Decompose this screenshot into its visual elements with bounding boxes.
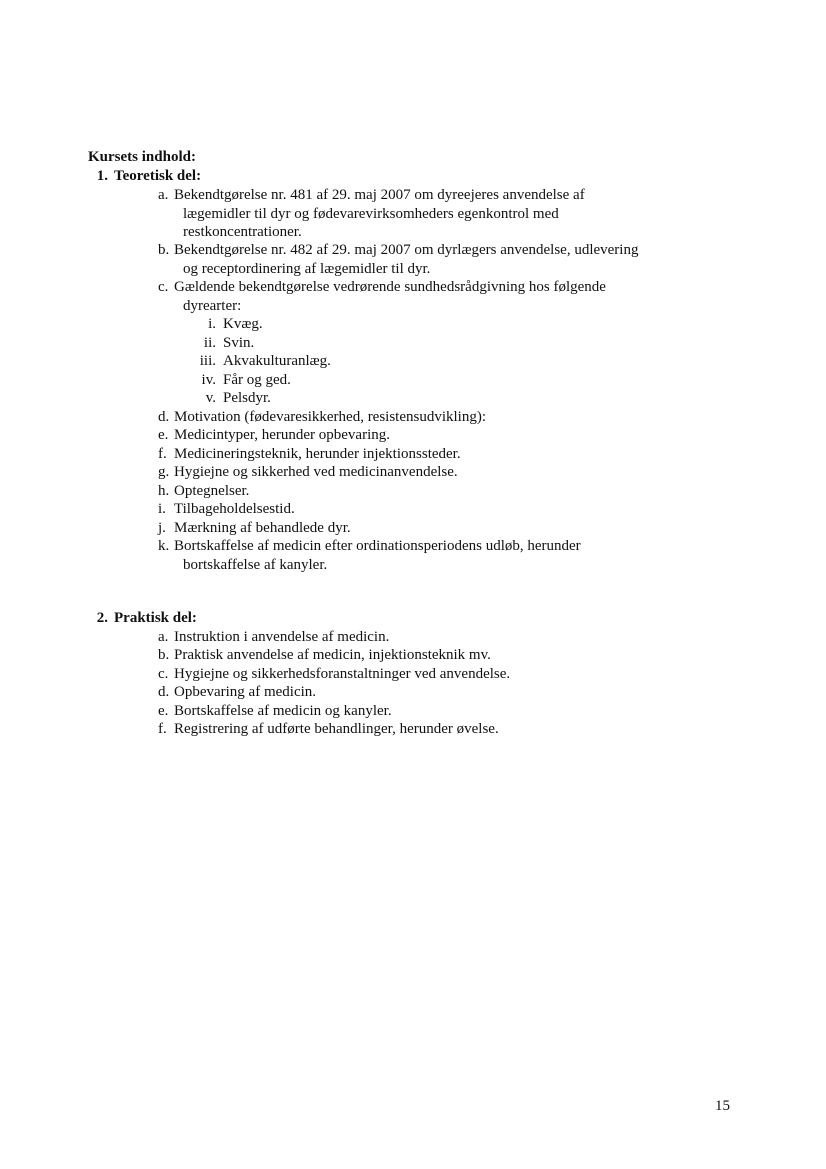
item-marker: d. (158, 684, 170, 700)
item-line: Hygiejne og sikkerhedsforanstaltninger ved anvendelse. (174, 666, 511, 682)
item-marker: g. (158, 464, 170, 480)
item-line: Gældende bekendtgørelse vedrørende sundhedsrådgivning hos følgende (174, 279, 606, 295)
item-marker: k. (158, 538, 170, 554)
item-marker: j. (158, 520, 166, 536)
section-number: 2. (96, 610, 108, 626)
page-title: Kursets indhold: (88, 149, 196, 165)
section-number: 1. (96, 168, 108, 184)
sub-text: Kvæg. (223, 316, 263, 332)
sub-text: Pelsdyr. (223, 390, 271, 406)
sub-marker: ii. (203, 335, 216, 351)
item-line: Registrering af udførte behandlinger, herunder øvelse. (174, 721, 499, 737)
item-marker: c. (158, 279, 169, 295)
sub-marker: iii. (199, 353, 216, 369)
section-label: Teoretisk del: (114, 168, 202, 184)
sub-marker: iv. (201, 372, 216, 388)
item-marker: i. (158, 501, 166, 517)
item-marker: b. (158, 647, 170, 663)
item-marker: b. (158, 242, 170, 258)
item-line: Motivation (fødevaresikkerhed, resistensudvikling): (174, 409, 487, 425)
sub-text: Akvakulturanlæg. (223, 353, 331, 369)
item-line: dyrearter: (183, 297, 242, 314)
item-marker: c. (158, 666, 169, 682)
item-line: Opbevaring af medicin. (174, 684, 317, 700)
item-line: restkoncentrationer. (183, 224, 302, 241)
item-marker: h. (158, 483, 170, 499)
item-marker: f. (158, 446, 167, 462)
item-line: og receptordinering af lægemidler til dyr. (183, 260, 431, 277)
item-marker: a. (158, 187, 169, 203)
item-line: Bekendtgørelse nr. 481 af 29. maj 2007 om dyreejeres anvendelse af (174, 187, 585, 203)
item-line: Mærkning af behandlede dyr. (174, 520, 351, 536)
item-marker: e. (158, 427, 169, 443)
sub-marker: v. (205, 390, 216, 406)
page-number: 15 (715, 1098, 730, 1114)
item-marker: f. (158, 721, 167, 737)
item-line: Optegnelser. (174, 483, 250, 499)
item-line: Medicineringsteknik, herunder injektionssteder. (174, 446, 461, 462)
item-marker: e. (158, 703, 169, 719)
item-line: Bortskaffelse af medicin efter ordinationsperiodens udløb, herunder (174, 538, 581, 554)
item-line: bortskaffelse af kanyler. (183, 556, 328, 573)
item-marker: d. (158, 409, 170, 425)
section-label: Praktisk del: (114, 610, 197, 626)
item-line: Instruktion i anvendelse af medicin. (174, 629, 390, 645)
sub-marker: i. (208, 316, 216, 332)
item-line: Bortskaffelse af medicin og kanyler. (174, 703, 392, 719)
item-marker: a. (158, 629, 169, 645)
item-line: Bekendtgørelse nr. 482 af 29. maj 2007 om dyrlægers anvendelse, udlevering (174, 242, 639, 258)
sub-text: Svin. (223, 335, 255, 351)
item-line: Hygiejne og sikkerhed ved medicinanvendelse. (174, 464, 458, 480)
item-line: lægemidler til dyr og fødevarevirksomheders egenkontrol med (183, 205, 559, 222)
item-line: Medicintyper, herunder opbevaring. (174, 427, 390, 443)
sub-text: Får og ged. (223, 372, 291, 388)
item-line: Praktisk anvendelse af medicin, injektionsteknik mv. (174, 647, 491, 663)
item-line: Tilbageholdelsestid. (174, 501, 295, 517)
